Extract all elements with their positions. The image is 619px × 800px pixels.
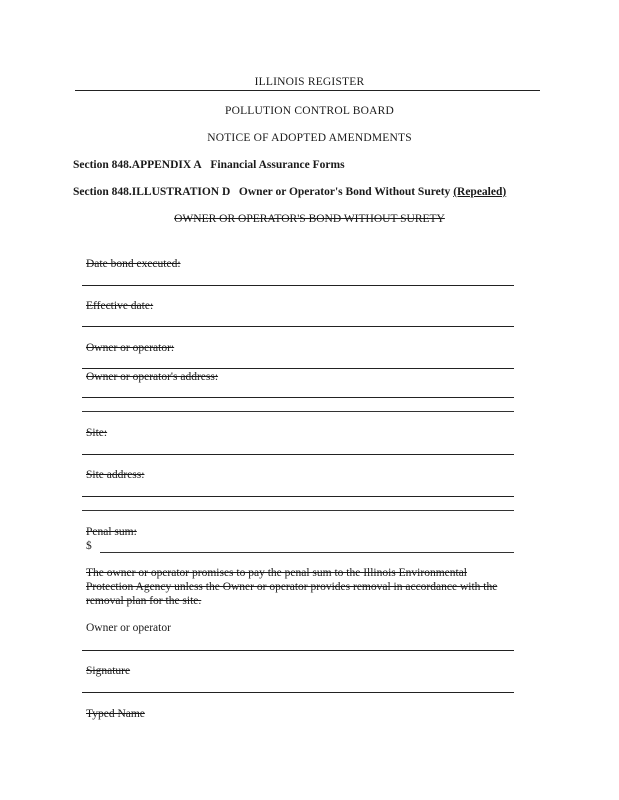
appendix-title: Financial Assurance Forms	[210, 159, 345, 171]
illustration-heading	[73, 186, 506, 198]
promise-paragraph: The owner or operator promises to pay the penal sum to the Illinois Environmental Protection Agency unless the Owner or operator provides removal in accordance with the removal plan for the site.	[86, 567, 498, 607]
appendix-number: Section 848.APPENDIX A	[73, 159, 202, 171]
signature-line	[82, 692, 514, 693]
site-label: Site:	[86, 427, 108, 439]
date-executed-line	[82, 285, 514, 286]
signature-label: Signature	[86, 665, 131, 677]
effective-date-label: Effective date:	[86, 300, 154, 312]
penal-sum-line	[100, 552, 514, 553]
notice-title: NOTICE OF ADOPTED AMENDMENTS	[207, 132, 412, 144]
header-rule	[75, 90, 540, 91]
date-executed-label: Date bond executed:	[86, 258, 181, 270]
appendix-heading	[73, 159, 345, 171]
site-address-label: Site address:	[86, 469, 145, 481]
board-name: POLLUTION CONTROL BOARD	[224, 105, 394, 117]
register-header: ILLINOIS REGISTER	[254, 76, 365, 88]
illustration-title: Owner or Operator's Bond Without Surety	[238, 186, 451, 198]
dollar-sign: $	[86, 540, 92, 552]
illustration-number: Section 848.ILLUSTRATION D	[73, 186, 231, 198]
site-address-line-2	[82, 510, 514, 511]
typed-name-label: Typed Name	[86, 708, 145, 720]
owner-address-label: Owner or operator's address:	[86, 371, 219, 383]
owner-sign-line	[82, 650, 514, 651]
site-address-line-1	[82, 496, 514, 497]
repealed-marker: (Repealed)	[453, 186, 507, 198]
site-line	[82, 454, 514, 455]
owner-operator-label: Owner or operator:	[86, 342, 175, 354]
owner-operator-line	[82, 368, 514, 369]
penal-sum-label: Penal sum:	[86, 526, 137, 538]
owner-sign-label: Owner or operator	[86, 622, 171, 634]
owner-address-line-1	[82, 397, 514, 398]
effective-date-line	[82, 326, 514, 327]
owner-address-line-2	[82, 411, 514, 412]
form-title: OWNER OR OPERATOR'S BOND WITHOUT SURETY	[174, 213, 445, 225]
